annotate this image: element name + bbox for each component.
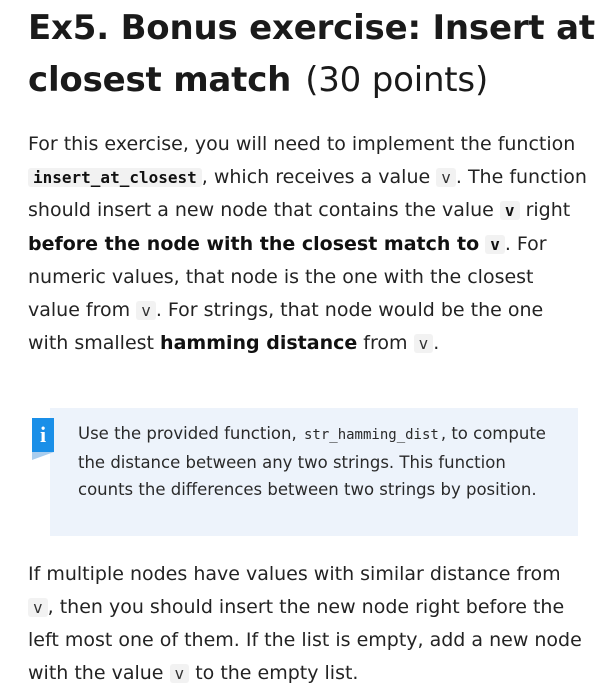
helper-function-code: str_hamming_dist [303,427,439,443]
points-label: (30 points) [305,60,489,100]
value-code: v [436,168,456,187]
description-paragraph [28,128,588,361]
para1-text-4: right [525,199,571,221]
callout-text [78,420,558,503]
para2-text-1: If multiple nodes have values with similar distance from [28,563,561,585]
para1-text-2: , which receives a value [201,165,431,188]
value-code: v [136,301,156,320]
emphasis-hamming-distance: hamming distance [160,332,358,354]
exercise-title: Ex5. Bonus exercise: Insert at closest match [28,8,595,100]
para1-text-5: . For numeric values, that node is the one with the closest value from [28,232,547,321]
para2-text-3: to the empty list. [195,661,359,684]
para1-text-1: For this exercise, you will need to implement the function [28,133,576,155]
para1-text-7: from [363,332,408,354]
info-icon-fold [32,452,54,460]
info-callout [39,408,578,536]
function-name-code: insert_at_closest [28,168,202,187]
para2-text-2: , then you should insert the new node right before the left most one of them. If the list is empty, add a new node with the value [28,595,582,684]
value-code: v [414,334,434,353]
exercise-heading [28,2,598,106]
callout-text-1: Use the provided function, [78,424,297,443]
callout-text-2: , to compute the distance between any two strings. This function counts the differences between two strings by position. [78,424,546,499]
value-code: v [28,598,48,617]
value-code: v [500,201,520,220]
value-code: v [170,664,190,683]
tie-break-paragraph [28,558,588,690]
para1-text-3: . The function should insert a new node that contains the value [28,165,587,221]
para1-text-8: . [433,332,440,354]
value-code: v [485,235,505,254]
emphasis-closest-match: before the node with the closest match to [28,232,480,255]
para1-text-6: . For strings, that node would be the one with smallest [28,298,544,354]
info-icon: i [32,418,54,452]
